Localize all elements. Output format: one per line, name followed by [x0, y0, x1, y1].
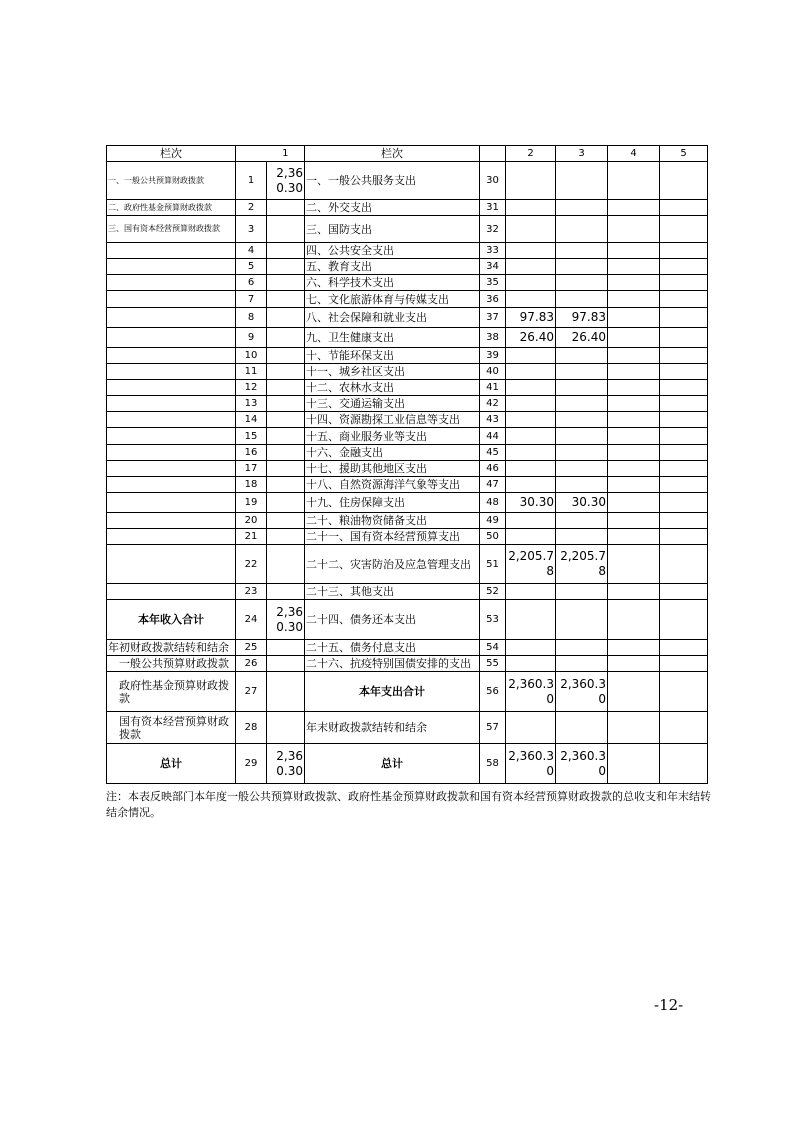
income-amount: 2,360.30	[267, 744, 305, 784]
budget-table	[106, 145, 708, 784]
expense-line-no: 57	[480, 712, 506, 744]
expense-item: 十八、自然资源海洋气象等支出	[305, 477, 480, 493]
col-3-header: 3	[556, 146, 608, 162]
table-row	[107, 216, 708, 243]
income-line-no: 26	[236, 656, 267, 672]
table-note: 注：本表反映部门本年度一般公共预算财政拨款、政府性基金预算财政拨款和国有资本经营预算财政拨款的总收支和年末结转结余情况。	[106, 790, 711, 819]
expense-line-no: 46	[480, 461, 506, 477]
table-row	[107, 545, 708, 584]
header-row	[107, 146, 708, 162]
col-2-amount: 2,360.30	[506, 672, 556, 712]
income-line-no: 9	[236, 328, 267, 348]
income-line-no: 5	[236, 259, 267, 275]
table-row	[107, 477, 708, 493]
expense-line-no: 40	[480, 364, 506, 380]
table-row	[107, 600, 708, 640]
table-row	[107, 461, 708, 477]
income-line-no: 3	[236, 216, 267, 243]
income-line-no: 20	[236, 513, 267, 529]
income-col-label: 栏次	[107, 146, 236, 162]
col-3-amount: 30.30	[556, 493, 608, 513]
expense-line-no: 39	[480, 348, 506, 364]
expense-item: 三、国防支出	[305, 216, 480, 243]
table-row	[107, 744, 708, 784]
income-line-no: 29	[236, 744, 267, 784]
table-row	[107, 712, 708, 744]
expense-item: 十九、住房保障支出	[305, 493, 480, 513]
expense-line-no: 50	[480, 529, 506, 545]
income-total-label: 本年收入合计	[107, 600, 236, 640]
expense-item: 二、外交支出	[305, 200, 480, 216]
expense-line-no: 36	[480, 291, 506, 308]
table-row	[107, 291, 708, 308]
expense-line-no: 54	[480, 640, 506, 656]
table-row	[107, 513, 708, 529]
col-3-amount: 2,360.30	[556, 744, 608, 784]
expense-item: 九、卫生健康支出	[305, 328, 480, 348]
col-3-amount: 26.40	[556, 328, 608, 348]
income-line-no: 27	[236, 672, 267, 712]
income-line-no: 12	[236, 380, 267, 396]
income-amount: 2,360.30	[267, 600, 305, 640]
expense-item: 十七、援助其他地区支出	[305, 461, 480, 477]
income-item: 政府性基金预算财政拨款	[107, 672, 236, 712]
expense-line-no: 44	[480, 428, 506, 445]
table-row	[107, 259, 708, 275]
income-line-no: 28	[236, 712, 267, 744]
expense-item: 十二、农林水支出	[305, 380, 480, 396]
expense-item: 四、公共安全支出	[305, 243, 480, 259]
expense-item: 年末财政拨款结转和结余	[305, 712, 480, 744]
expense-line-no: 55	[480, 656, 506, 672]
income-line-no: 19	[236, 493, 267, 513]
table-row	[107, 200, 708, 216]
expense-line-no: 45	[480, 445, 506, 461]
table-row	[107, 348, 708, 364]
income-item: 一、一般公共预算财政拨款	[107, 162, 236, 200]
table-row	[107, 445, 708, 461]
expense-item: 二十一、国有资本经营预算支出	[305, 529, 480, 545]
income-line-no: 16	[236, 445, 267, 461]
income-item: 国有资本经营预算财政拨款	[107, 712, 236, 744]
expense-item: 十、节能环保支出	[305, 348, 480, 364]
expense-grand-total-label: 总计	[305, 744, 480, 784]
income-line-no: 7	[236, 291, 267, 308]
expense-item: 二十四、债务还本支出	[305, 600, 480, 640]
expense-line-no: 41	[480, 380, 506, 396]
expense-item: 十五、商业服务业等支出	[305, 428, 480, 445]
col-2-amount: 30.30	[506, 493, 556, 513]
income-line-no: 25	[236, 640, 267, 656]
income-line-no: 10	[236, 348, 267, 364]
expense-line-no: 31	[480, 200, 506, 216]
table-row	[107, 672, 708, 712]
table-row	[107, 656, 708, 672]
income-line-no: 1	[236, 162, 267, 200]
table-row	[107, 243, 708, 259]
col-3-amount: 2,205.78	[556, 545, 608, 584]
expense-line-no: 30	[480, 162, 506, 200]
expense-line-no: 56	[480, 672, 506, 712]
col-3-amount: 97.83	[556, 308, 608, 328]
income-amount: 2,360.30	[267, 162, 305, 200]
table-row	[107, 493, 708, 513]
expense-item: 十一、城乡社区支出	[305, 364, 480, 380]
expense-line-no: 47	[480, 477, 506, 493]
income-item: 年初财政拨款结转和结余	[107, 640, 236, 656]
expense-line-no: 35	[480, 275, 506, 291]
expense-line-no: 43	[480, 412, 506, 428]
table-row	[107, 584, 708, 600]
expense-line-no: 49	[480, 513, 506, 529]
expense-item: 二十二、灾害防治及应急管理支出	[305, 545, 480, 584]
table-row	[107, 529, 708, 545]
col-2-amount: 2,360.30	[506, 744, 556, 784]
expense-line-no: 52	[480, 584, 506, 600]
table-row	[107, 275, 708, 291]
col-3-amount: 2,360.30	[556, 672, 608, 712]
expense-item: 一、一般公共服务支出	[305, 162, 480, 200]
expense-line-no: 32	[480, 216, 506, 243]
expense-line-no: 42	[480, 396, 506, 412]
table-row	[107, 412, 708, 428]
expense-line-no: 38	[480, 328, 506, 348]
col-2-amount: 26.40	[506, 328, 556, 348]
income-line-no: 11	[236, 364, 267, 380]
expense-item: 六、科学技术支出	[305, 275, 480, 291]
col-5-header: 5	[660, 146, 708, 162]
table-row	[107, 640, 708, 656]
income-line-no: 15	[236, 428, 267, 445]
expense-item: 八、社会保障和就业支出	[305, 308, 480, 328]
col-2-header: 2	[506, 146, 556, 162]
income-item: 二、政府性基金预算财政拨款	[107, 200, 236, 216]
expense-item: 二十、粮油物资储备支出	[305, 513, 480, 529]
expense-item: 二十五、债务付息支出	[305, 640, 480, 656]
income-line-no: 4	[236, 243, 267, 259]
income-line-no: 21	[236, 529, 267, 545]
page-number: -12-	[654, 996, 684, 1014]
income-line-no: 17	[236, 461, 267, 477]
income-line-no: 18	[236, 477, 267, 493]
expense-item: 五、教育支出	[305, 259, 480, 275]
income-line-no: 8	[236, 308, 267, 328]
expense-line-no: 58	[480, 744, 506, 784]
exp-col-label: 栏次	[305, 146, 480, 162]
table-row	[107, 308, 708, 328]
col-2-amount: 2,205.78	[506, 545, 556, 584]
col-2-amount: 97.83	[506, 308, 556, 328]
table-row	[107, 328, 708, 348]
income-line-no: 6	[236, 275, 267, 291]
income-item: 三、国有资本经营预算财政拨款	[107, 216, 236, 243]
income-col-no: 1	[267, 146, 305, 162]
income-grand-total-label: 总计	[107, 744, 236, 784]
expense-line-no: 48	[480, 493, 506, 513]
income-line-no: 23	[236, 584, 267, 600]
expense-item: 十四、资源勘探工业信息等支出	[305, 412, 480, 428]
expense-item: 十三、交通运输支出	[305, 396, 480, 412]
income-line-no: 13	[236, 396, 267, 412]
table-row	[107, 364, 708, 380]
income-line-no: 22	[236, 545, 267, 584]
table-row	[107, 162, 708, 200]
expense-line-no: 34	[480, 259, 506, 275]
income-line-no: 24	[236, 600, 267, 640]
table-row	[107, 396, 708, 412]
col-4-header: 4	[608, 146, 660, 162]
table-row	[107, 428, 708, 445]
income-line-no: 2	[236, 200, 267, 216]
expense-line-no: 53	[480, 600, 506, 640]
expense-item: 二十三、其他支出	[305, 584, 480, 600]
expense-line-no: 33	[480, 243, 506, 259]
income-line-no: 14	[236, 412, 267, 428]
expense-item: 十六、金融支出	[305, 445, 480, 461]
expense-line-no: 51	[480, 545, 506, 584]
table-row	[107, 380, 708, 396]
expense-item: 二十六、抗疫特别国债安排的支出	[305, 656, 480, 672]
expense-total-label: 本年支出合计	[305, 672, 480, 712]
expense-item: 七、文化旅游体育与传媒支出	[305, 291, 480, 308]
income-item: 一般公共预算财政拨款	[107, 656, 236, 672]
expense-line-no: 37	[480, 308, 506, 328]
